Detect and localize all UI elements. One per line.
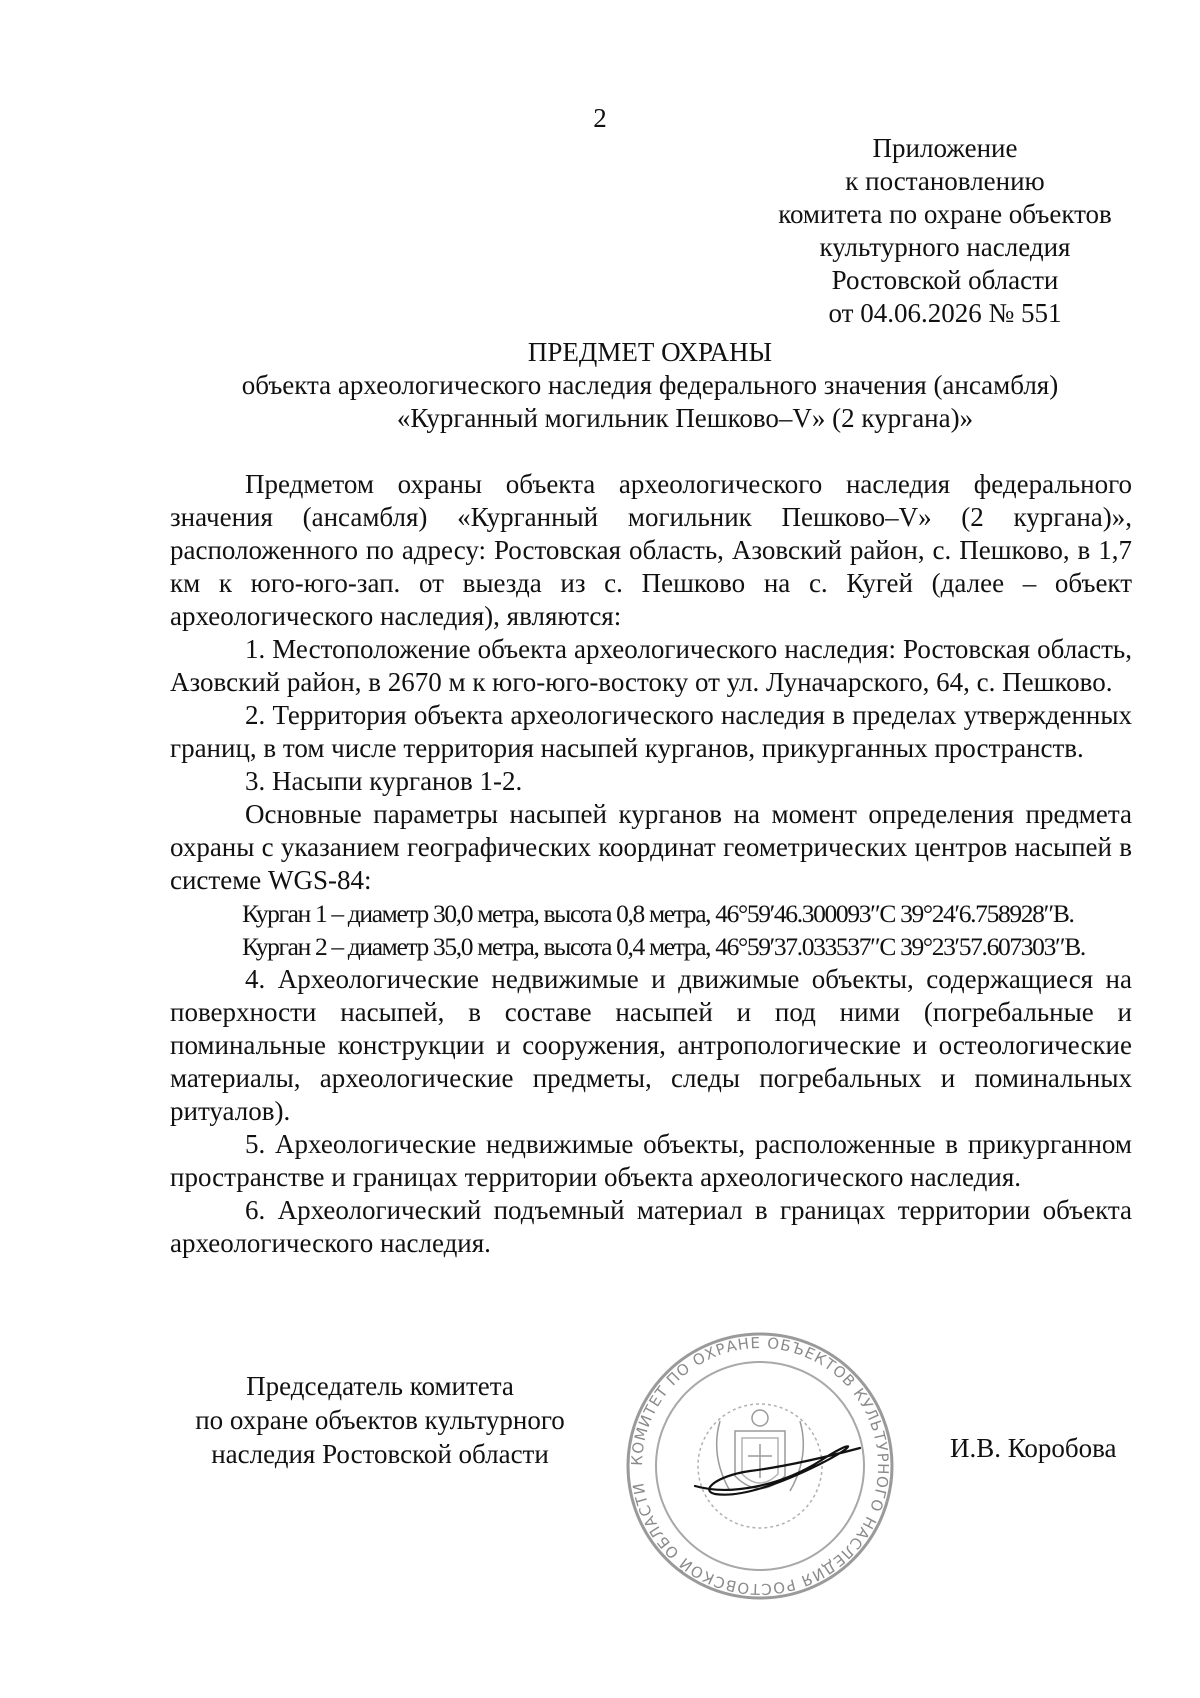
item-5: 5. Археологические недвижимые объекты, расположенные в прикурганном пространстве и границах территории объекта археологического наследия. xyxy=(170,1129,1132,1192)
title-subtitle: объекта археологического наследия федерального значения (ансамбля) xyxy=(241,370,1059,400)
signatory-name: И.В. Коробова xyxy=(950,1433,1117,1463)
position-line: по охране объектов культурного xyxy=(195,1405,565,1435)
item-4: 4. Археологические недвижимые и движимые объекты, содержащиеся на поверхности насыпей, в составе насыпей и под ними (погребальные и поминальные конструкции и сооружения, антропологические и остеологические материалы, археологические предметы, следы погребальных и поминальных ритуалов). xyxy=(170,964,1132,1126)
item-3: 3. Насыпи курганов 1-2. xyxy=(245,766,523,796)
appendix-line: комитета по охране объектов xyxy=(778,199,1112,229)
appendix-block xyxy=(760,132,1130,330)
position-line: наследия Ростовской области xyxy=(211,1439,549,1469)
intro-paragraph: Предметом охраны объекта археологического наследия федерального значения (ансамбля) «Курганный могильник Пешково–V» (2 кургана)», расположенного по адресу: Ростовская область, Азовский район, с. Пешково, в 1,7 км к юго-юго-зап. от выезда из с. Пешково на с. Кугей (далее – объект археологического наследия), являются: xyxy=(170,469,1132,631)
params-paragraph: Основные параметры насыпей курганов на момент определения предмета охраны с указанием географических координат геометрических центров насыпей в системе WGS-84: xyxy=(170,799,1132,895)
signatory-position xyxy=(160,1369,600,1471)
position-line: Председатель комитета xyxy=(246,1371,514,1401)
appendix-line: к постановлению xyxy=(845,166,1045,196)
item-1: 1. Местоположение объекта археологического наследия: Ростовская область, Азовский район, в 2670 м к юго-юго-востоку от ул. Луначарского, 64, с. Пешково. xyxy=(170,634,1132,697)
document-title xyxy=(170,336,1130,435)
title-heading: ПРЕДМЕТ ОХРАНЫ xyxy=(527,337,773,367)
document-body xyxy=(170,468,1132,1260)
official-seal xyxy=(620,1326,900,1606)
appendix-line: от 04.06.2026 № 551 xyxy=(828,298,1062,328)
item-6: 6. Археологический подъемный материал в границах территории объекта археологического наследия. xyxy=(170,1195,1132,1258)
title-object-name: «Курганный могильник Пешково–V» (2 кургана)» xyxy=(396,403,974,433)
seal-text: КОМИТЕТ ПО ОХРАНЕ ОБЪЕКТОВ КУЛЬТУРНОГО НАСЛЕДИЯ РОСТОВСКОЙ ОБЛАСТИ xyxy=(627,1333,893,1599)
appendix-line: Ростовской области xyxy=(831,265,1059,295)
appendix-line: культурного наследия xyxy=(819,232,1071,262)
item-2: 2. Территория объекта археологического наследия в пределах утвержденных границ, в том числе территория насыпей курганов, прикурганных пространств. xyxy=(170,700,1132,763)
kurgan-2-line: Курган 2 – диаметр 35,0 метра, высота 0,4 метра, 46°59′37.033537″С 39°23′57.607303″В. xyxy=(242,932,1085,961)
page-number: 2 xyxy=(593,103,607,133)
kurgan-1-line: Курган 1 – диаметр 30,0 метра, высота 0,8 метра, 46°59′46.300093″С 39°24′6.758928″В. xyxy=(242,899,1074,928)
appendix-line: Приложение xyxy=(872,133,1018,163)
